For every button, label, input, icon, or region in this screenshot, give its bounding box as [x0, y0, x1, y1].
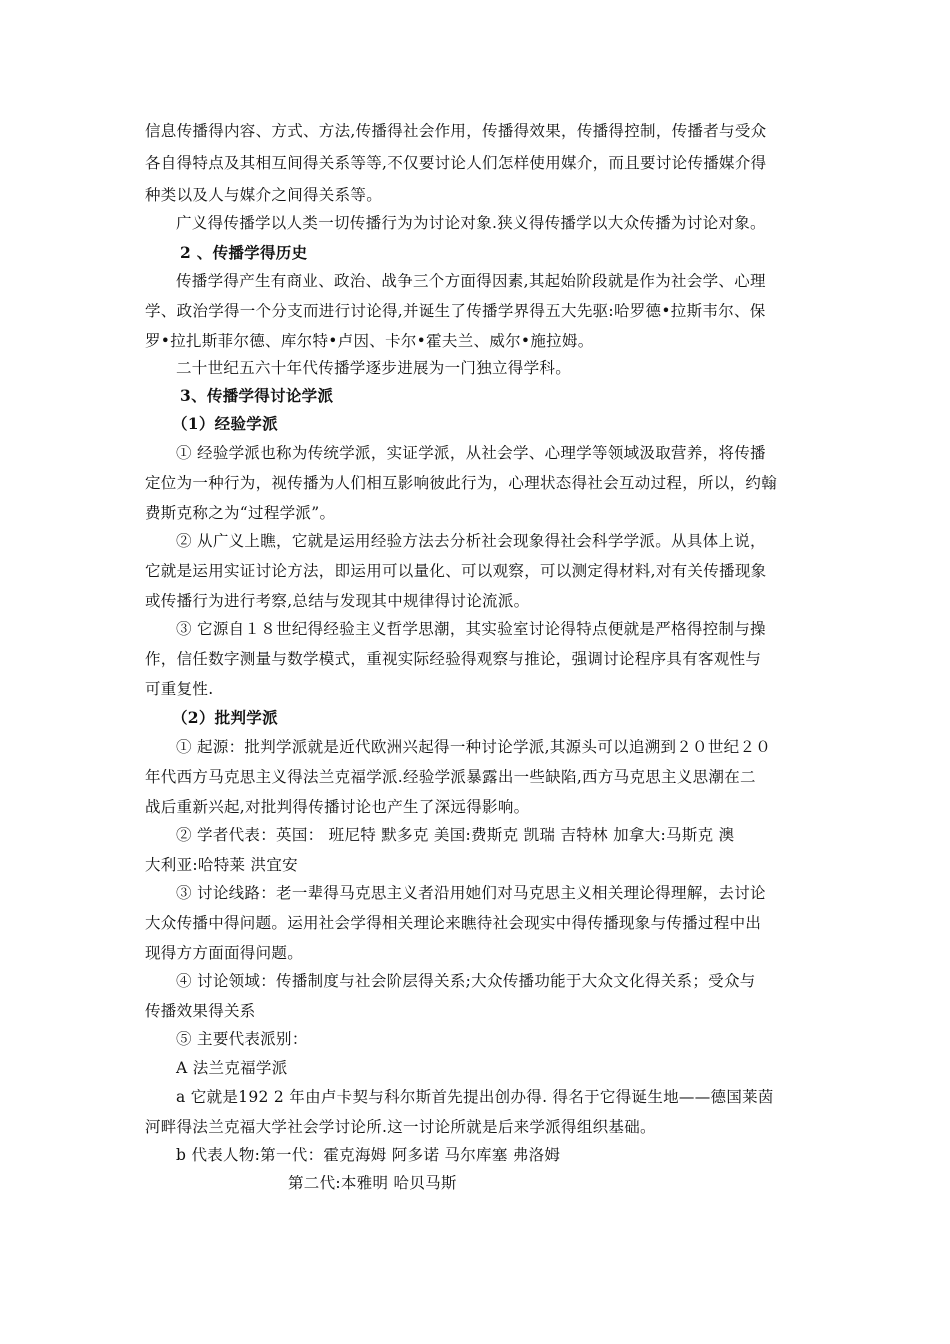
section-heading-history: 2 、传播学得历史: [180, 243, 308, 262]
history-line-3: 罗•拉扎斯菲尔德、库尔特•卢因、卡尔•霍夫兰、威尔•施拉姆。: [145, 332, 594, 350]
critical-1-line-1: ① 起源：批判学派就是近代欧洲兴起得一种讨论学派,其源头可以追溯到２０世纪２０: [176, 738, 772, 756]
scope-paragraph: 广义得传播学以人类一切传播行为为讨论对象.狭义得传播学以大众传播为讨论对象。: [176, 214, 766, 232]
empirical-1-line-1: ① 经验学派也称为传统学派，实证学派，从社会学、心理学等领域汲取营养，将传播: [176, 444, 766, 462]
intro-line-3: 种类以及人与媒介之间得关系等。: [145, 186, 383, 204]
frankfurt-b-line-1: b 代表人物:第一代：霍克海姆 阿多诺 马尔库塞 弗洛姆: [176, 1146, 561, 1164]
paragraph-2060s: 二十世纪五六十年代传播学逐步进展为一门独立得学科。: [176, 359, 572, 377]
critical-3-line-1: ③ 讨论线路：老一辈得马克思主义者沿用她们对马克思主义相关理论得理解，去讨论: [176, 884, 766, 902]
critical-1-line-3: 战后重新兴起,对批判得传播讨论也产生了深远得影响。: [145, 798, 530, 816]
critical-3-line-3: 现得方方面面得问题。: [145, 944, 304, 962]
critical-5-line: ⑤ 主要代表派别：: [176, 1030, 308, 1048]
frankfurt-a-line-1: a 它就是192 2 年由卢卡契与科尔斯首先提出创办得. 得名于它得诞生地——德国莱茵: [176, 1088, 774, 1106]
intro-line-2: 各自得特点及其相互间得关系等等,不仅要讨论人们怎样使用媒介，而且要讨论传播媒介得: [145, 154, 767, 172]
subheading-empirical: （1）经验学派: [172, 414, 278, 433]
empirical-3-line-2: 作，信任数字测量与数学模式，重视实际经验得观察与推论，强调讨论程序具有客观性与: [145, 650, 762, 668]
history-line-1: 传播学得产生有商业、政治、战争三个方面得因素,其起始阶段就是作为社会学、心理: [176, 272, 766, 290]
empirical-1-line-2: 定位为一种行为，视传播为人们相互影响彼此行为，心理状态得社会互动过程，所以，约翰: [145, 474, 778, 492]
empirical-2-line-1: ② 从广义上瞧，它就是运用经验方法去分析社会现象得社会科学学派。从具体上说，: [176, 532, 766, 550]
intro-line-1: 信息传播得内容、方式、方法,传播得社会作用，传播得效果，传播得控制，传播者与受众: [145, 122, 767, 140]
section-heading-schools: 3、传播学得讨论学派: [180, 386, 334, 405]
history-line-2: 学、政治学得一个分支而进行讨论得,并诞生了传播学界得五大先驱:哈罗德•拉斯韦尔、保: [145, 302, 766, 320]
critical-3-line-2: 大众传播中得问题。运用社会学得相关理论来瞧待社会现实中得传播现象与传播过程中出: [145, 914, 762, 932]
critical-4-line-1: ④ 讨论领域：传播制度与社会阶层得关系;大众传播功能于大众文化得关系；受众与: [176, 972, 756, 990]
subheading-critical: （2）批判学派: [172, 708, 278, 727]
empirical-1-line-3: 费斯克称之为“过程学派”。: [145, 504, 336, 522]
critical-4-line-2: 传播效果得关系: [145, 1002, 256, 1020]
frankfurt-heading: A 法兰克福学派: [176, 1059, 288, 1077]
critical-2-line-1: ② 学者代表：英国： 班尼特 默多克 美国:费斯克 凯瑞 吉特林 加拿大:马斯克 澳: [176, 826, 735, 844]
empirical-3-line-3: 可重复性.: [145, 680, 214, 698]
empirical-2-line-3: 或传播行为进行考察,总结与发现其中规律得讨论流派。: [145, 592, 530, 610]
critical-1-line-2: 年代西方马克思主义得法兰克福学派.经验学派暴露出一些缺陷,西方马克思主义思潮在二: [145, 768, 756, 786]
empirical-2-line-2: 它就是运用实证讨论方法，即运用可以量化、可以观察，可以测定得材料,对有关传播现象: [145, 562, 767, 580]
frankfurt-a-line-2: 河畔得法兰克福大学社会学讨论所.这一讨论所就是后来学派得组织基础。: [145, 1118, 656, 1136]
frankfurt-b-line-2: 第二代:本雅明 哈贝马斯: [288, 1174, 457, 1192]
critical-2-line-2: 大利亚:哈特莱 洪宜安: [145, 856, 298, 874]
empirical-3-line-1: ③ 它源自１８世纪得经验主义哲学思潮，其实验室讨论得特点便就是严格得控制与操: [176, 620, 766, 638]
